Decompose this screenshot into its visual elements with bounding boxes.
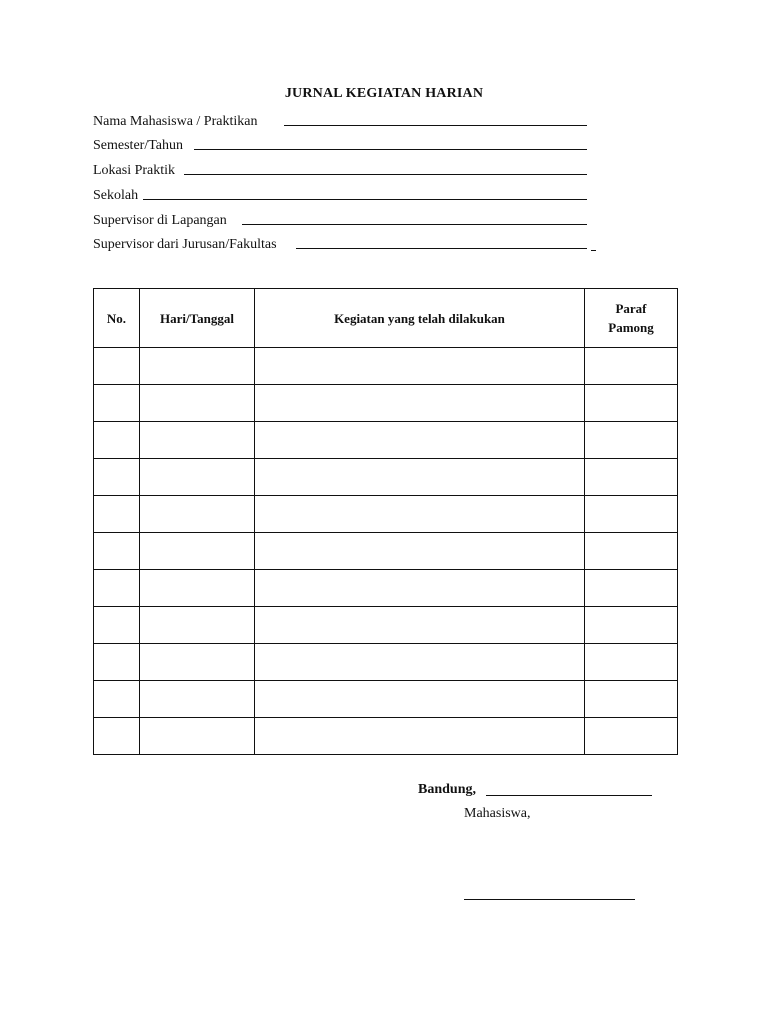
field-label-semester: Semester/Tahun [93,138,183,153]
cell-activity[interactable] [255,644,585,681]
cell-no[interactable] [94,459,140,496]
field-line-stray-mark [591,250,596,251]
journal-table [93,288,678,755]
cell-sign[interactable] [585,570,678,607]
table-row [94,607,678,644]
cell-date[interactable] [140,644,255,681]
table-row [94,496,678,533]
cell-date[interactable] [140,459,255,496]
cell-activity[interactable] [255,718,585,755]
cell-sign[interactable] [585,607,678,644]
header-activity: Kegiatan yang telah dilakukan [255,289,585,348]
cell-no[interactable] [94,607,140,644]
cell-activity[interactable] [255,496,585,533]
cell-activity[interactable] [255,385,585,422]
field-line-sekolah[interactable] [143,199,587,200]
cell-no[interactable] [94,570,140,607]
cell-activity[interactable] [255,570,585,607]
document-title: JURNAL KEGIATAN HARIAN [284,86,484,101]
cell-sign[interactable] [585,496,678,533]
cell-no[interactable] [94,718,140,755]
signature-place-label: Bandung, [418,782,476,797]
field-line-lokasi[interactable] [184,174,587,175]
field-label-supervisor-jurusan: Supervisor dari Jurusan/Fakultas [93,237,277,252]
header-no: No. [94,289,140,348]
table-row [94,718,678,755]
cell-activity[interactable] [255,533,585,570]
header-sign [585,289,678,348]
cell-no[interactable] [94,496,140,533]
cell-no[interactable] [94,348,140,385]
cell-date[interactable] [140,681,255,718]
cell-no[interactable] [94,644,140,681]
field-label-supervisor-lapangan: Supervisor di Lapangan [93,213,227,228]
table-row [94,348,678,385]
cell-date[interactable] [140,533,255,570]
header-date: Hari/Tanggal [140,289,255,348]
cell-no[interactable] [94,422,140,459]
cell-no[interactable] [94,385,140,422]
cell-activity[interactable] [255,422,585,459]
cell-sign[interactable] [585,718,678,755]
field-line-supervisor-lapangan[interactable] [242,224,587,225]
cell-date[interactable] [140,385,255,422]
cell-sign[interactable] [585,644,678,681]
field-label-nama: Nama Mahasiswa / Praktikan [93,114,258,129]
cell-date[interactable] [140,570,255,607]
cell-activity[interactable] [255,681,585,718]
table-header-row [94,289,678,348]
cell-sign[interactable] [585,385,678,422]
cell-sign[interactable] [585,459,678,496]
table-row [94,459,678,496]
header-sign-line2: Pamong [608,320,654,335]
signature-date-line[interactable] [486,795,652,796]
table-row [94,570,678,607]
cell-date[interactable] [140,607,255,644]
table-row [94,385,678,422]
cell-activity[interactable] [255,348,585,385]
cell-activity[interactable] [255,607,585,644]
table-row [94,681,678,718]
cell-date[interactable] [140,348,255,385]
table-row [94,644,678,681]
cell-date[interactable] [140,718,255,755]
signature-name-line[interactable] [464,899,635,900]
field-label-lokasi: Lokasi Praktik [93,163,176,178]
field-label-sekolah: Sekolah [93,188,139,203]
cell-sign[interactable] [585,422,678,459]
signature-role: Mahasiswa, [464,806,531,821]
header-sign-line1: Paraf [615,301,647,316]
cell-no[interactable] [94,533,140,570]
cell-date[interactable] [140,422,255,459]
table-row [94,422,678,459]
cell-sign[interactable] [585,348,678,385]
cell-sign[interactable] [585,681,678,718]
field-line-semester[interactable] [194,149,587,150]
field-line-nama[interactable] [284,125,587,126]
cell-date[interactable] [140,496,255,533]
cell-no[interactable] [94,681,140,718]
table-row [94,533,678,570]
field-line-supervisor-jurusan[interactable] [296,248,587,249]
cell-sign[interactable] [585,533,678,570]
cell-activity[interactable] [255,459,585,496]
